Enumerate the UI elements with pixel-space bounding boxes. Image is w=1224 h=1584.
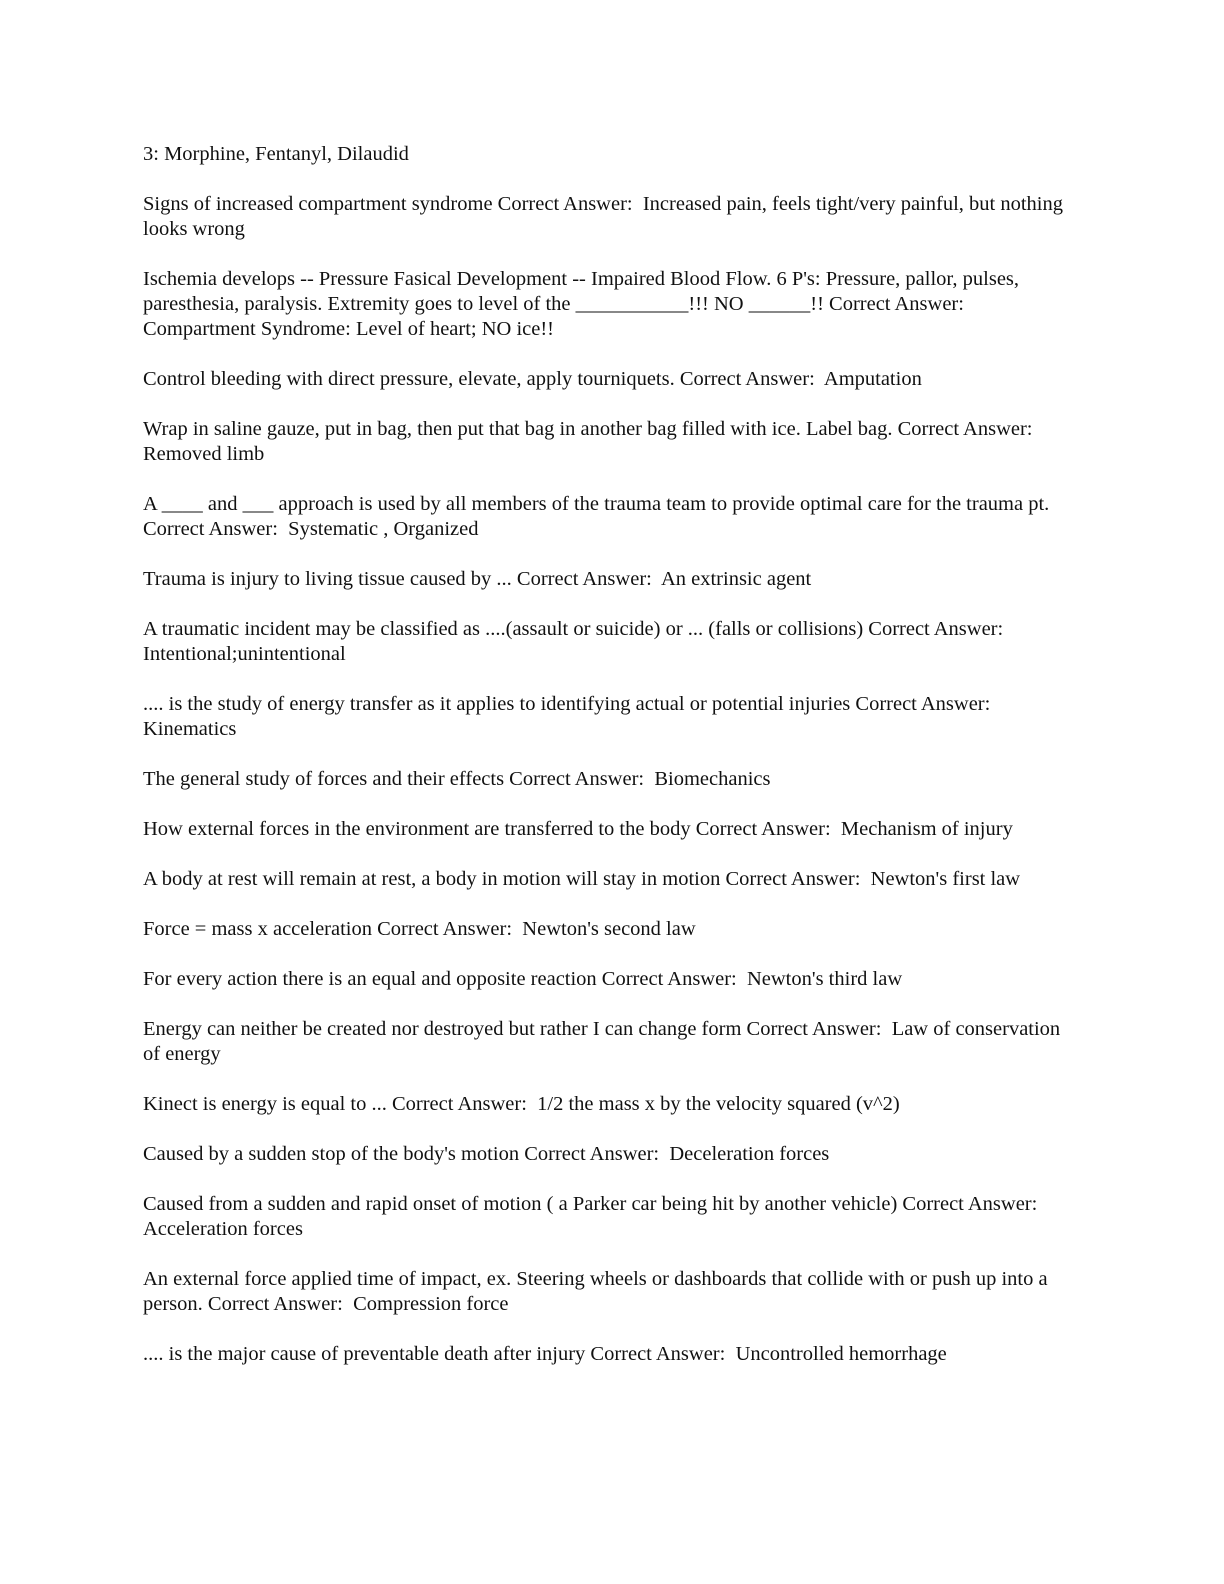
entry-opioids: 3: Morphine, Fentanyl, Dilaudid bbox=[143, 143, 409, 165]
entry-removed-limb: Wrap in saline gauze, put in bag, then put that bag in another bag filled with ice. Label bag. Correct Answer: Removed limb bbox=[143, 418, 1043, 465]
entry-biomechanics: The general study of forces and their effects Correct Answer: Biomechanics bbox=[143, 768, 771, 790]
document-page bbox=[143, 142, 1073, 1392]
entry-newton-second: Force = mass x acceleration Correct Answer: Newton's second law bbox=[143, 918, 696, 940]
entry-intentional: A traumatic incident may be classified as ....(assault or suicide) or ... (falls or collisions) Correct Answer: Intentional;unintentional bbox=[143, 618, 1014, 665]
entry-amputation: Control bleeding with direct pressure, elevate, apply tourniquets. Correct Answer: Amputation bbox=[143, 368, 922, 390]
entry-compartment-signs: Signs of increased compartment syndrome Correct Answer: Increased pain, feels tight/very painful, but nothing looks wrong bbox=[143, 193, 1069, 240]
entry-kinetic-energy: Kinect is energy is equal to ... Correct Answer: 1/2 the mass x by the velocity squared (v^2) bbox=[143, 1093, 900, 1115]
entry-compression: An external force applied time of impact, ex. Steering wheels or dashboards that collide with or push up into a person. Correct Answer: Compression force bbox=[143, 1268, 1053, 1315]
entry-kinematics: .... is the study of energy transfer as it applies to identifying actual or potential injuries Correct Answer: Kinematics bbox=[143, 693, 1001, 740]
entry-compartment-syndrome: Ischemia develops -- Pressure Fasical Development -- Impaired Blood Flow. 6 P's: Pressure, pallor, pulses, paresthesia, paralysis. Extremity goes to level of the ___________!!! NO ______!! Correct Answer: Compartment Syndrome: Level of heart; NO ice!! bbox=[143, 268, 1025, 340]
entry-hemorrhage: .... is the major cause of preventable death after injury Correct Answer: Uncontrolled hemorrhage bbox=[143, 1343, 947, 1365]
entry-extrinsic-agent: Trauma is injury to living tissue caused by ... Correct Answer: An extrinsic agent bbox=[143, 568, 812, 590]
entry-newton-first: A body at rest will remain at rest, a body in motion will stay in motion Correct Answer: Newton's first law bbox=[143, 868, 1021, 890]
entry-conservation-energy: Energy can neither be created nor destroyed but rather I can change form Correct Answer: Law of conservation of energy bbox=[143, 1018, 1066, 1065]
entry-acceleration: Caused from a sudden and rapid onset of motion ( a Parker car being hit by another vehicle) Correct Answer: Acceleration forces bbox=[143, 1193, 1047, 1240]
entry-mechanism-of-injury: How external forces in the environment are transferred to the body Correct Answer: Mechanism of injury bbox=[143, 818, 1013, 840]
entry-systematic-organized: A ____ and ___ approach is used by all members of the trauma team to provide optimal care for the trauma pt. Correct Answer: Systematic , Organized bbox=[143, 493, 1055, 540]
entry-deceleration: Caused by a sudden stop of the body's motion Correct Answer: Deceleration forces bbox=[143, 1143, 830, 1165]
entry-newton-third: For every action there is an equal and opposite reaction Correct Answer: Newton's third law bbox=[143, 968, 903, 990]
